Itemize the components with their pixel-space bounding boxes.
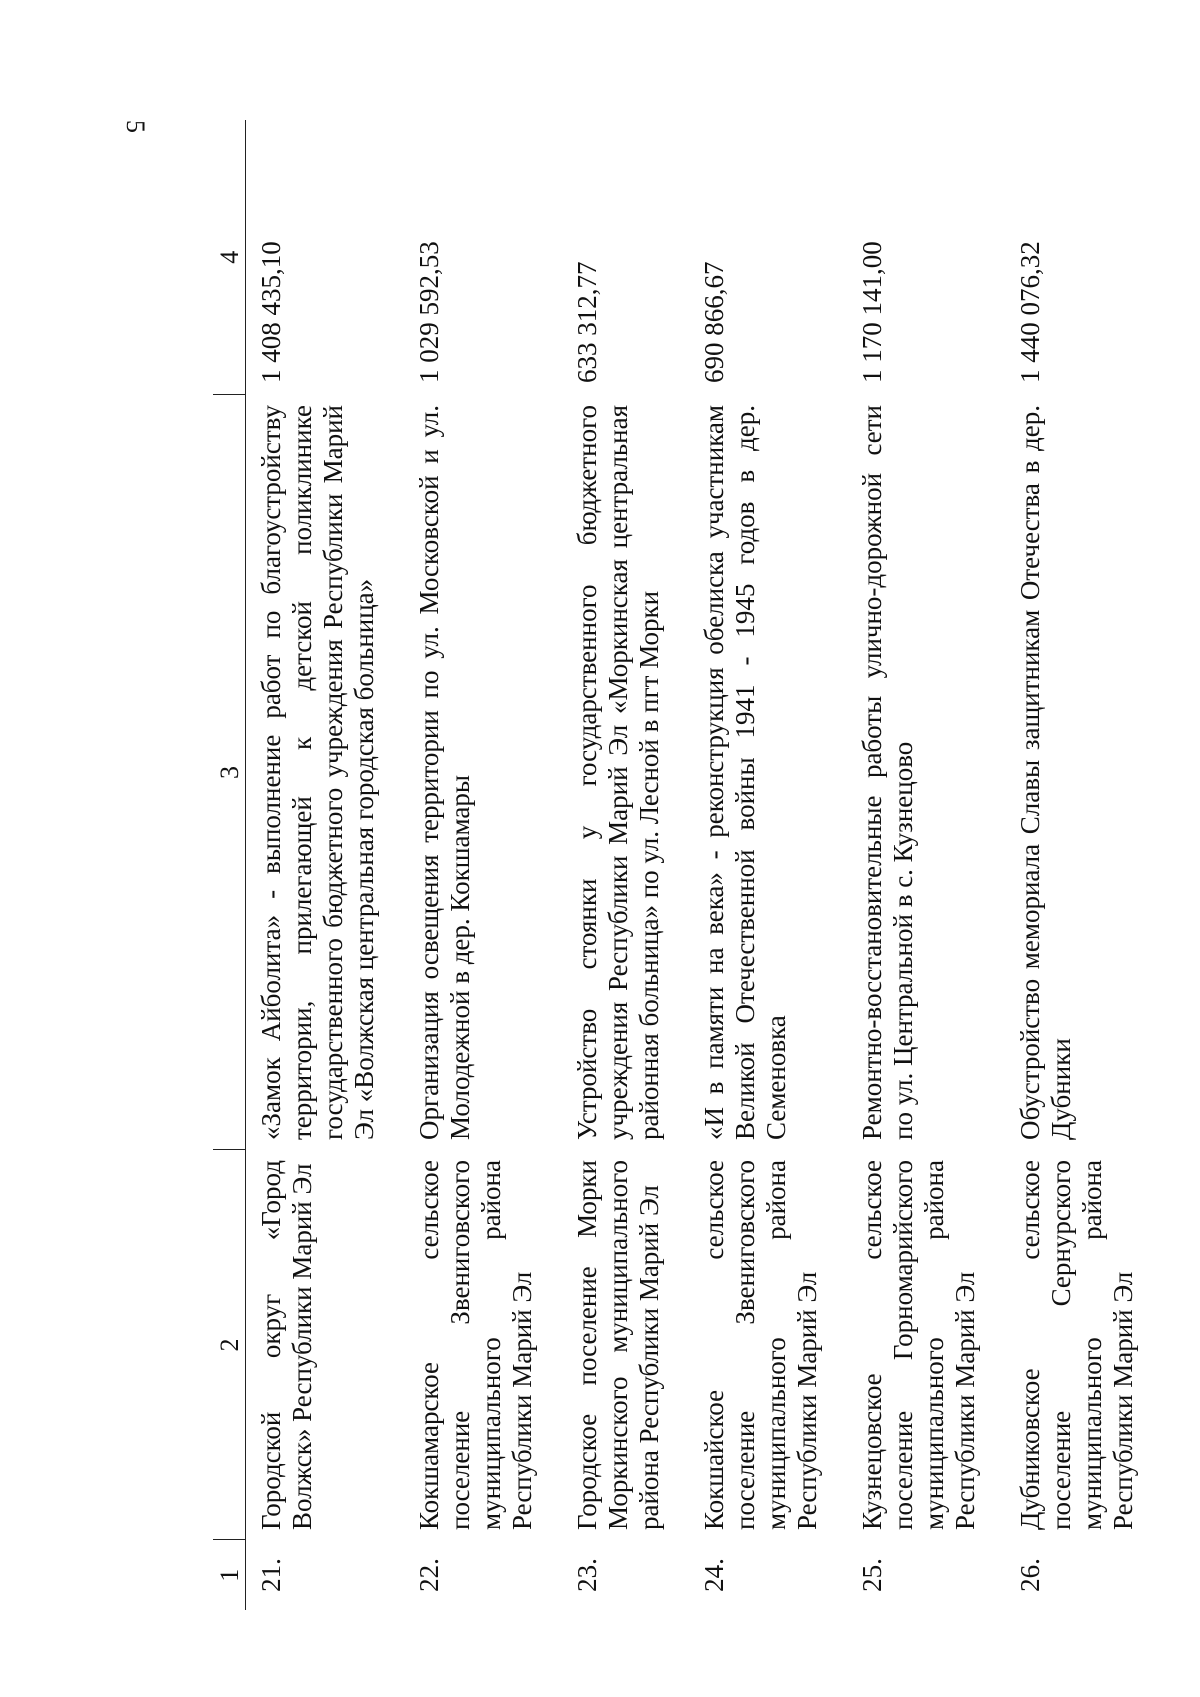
project-cell: «И в памяти на века» - реконструкция обелиска участникам Великой Отечественной войны 1941 - 1945 годов в дер. Семеновка: [699, 405, 791, 1140]
amount-cell: 1 440 076,32: [1015, 241, 1045, 383]
table-row: [246, 120, 405, 1610]
row-number: 25.: [857, 1558, 887, 1592]
header-col-3: 3: [213, 395, 246, 1150]
row-number: 26.: [1015, 1558, 1045, 1592]
amount-cell: 633 312,77: [572, 261, 602, 383]
row-number: 23.: [572, 1558, 602, 1592]
project-cell: Ремонтно-восстановительные работы улично-дорожной сети по ул. Центральной в с. Кузнецово: [857, 405, 918, 1140]
table-row: [562, 120, 689, 1610]
municipality-cell: Кокшайское сельское поселение Звениговского муниципального района Республики Марий Эл: [699, 1160, 822, 1530]
page-number: 5: [121, 120, 150, 133]
rotated-table-container: [213, 120, 1138, 1610]
amount-cell: 1 408 435,10: [256, 241, 286, 383]
municipality-cell: Кокшамарское сельское поселение Звениговского муниципального района Республики Марий Эл: [414, 1160, 537, 1530]
table-row: [847, 120, 1005, 1610]
amount-cell: 1 170 141,00: [857, 241, 887, 383]
header-col-1: 1: [213, 1540, 246, 1610]
table-row: [689, 120, 847, 1610]
header-col-4: 4: [213, 120, 246, 395]
table-row: [404, 120, 562, 1610]
municipality-cell: Городское поселение Морки Моркинского муниципального района Республики Марий Эл: [572, 1160, 664, 1530]
project-cell: Обустройство мемориала Славы защитникам Отечества в дер. Дубники: [1015, 405, 1076, 1140]
municipality-cell: Дубниковское сельское поселение Сернурского муниципального района Республики Марий Эл: [1015, 1160, 1138, 1530]
project-cell: «Замок Айболита» - выполнение работ по благоустройству территории, прилегающей к детской поликлинике государственного бюджетного учреждения Республики Марий Эл «Волжская центральная городская больница»: [256, 405, 379, 1140]
header-col-2: 2: [213, 1150, 246, 1540]
municipality-cell: Городской округ «Город Волжск» Республики Марий Эл: [256, 1160, 317, 1530]
municipality-cell: Кузнецовское сельское поселение Горномарийского муниципального района Республики Марий Эл: [857, 1160, 980, 1530]
project-cell: Организация освещения территории по ул. Московской и ул. Молодежной в дер. Кокшамары: [414, 405, 475, 1140]
project-cell: Устройство стоянки у государственного бюджетного учреждения Республики Марий Эл «Моркинская центральная районная больница» по ул. Лесной в пгт Морки: [572, 405, 664, 1140]
amount-cell: 690 866,67: [699, 261, 729, 383]
row-number: 21.: [256, 1558, 286, 1592]
row-number: 22.: [414, 1558, 444, 1592]
amount-cell: 1 029 592,53: [414, 241, 444, 383]
table-row: [1005, 120, 1163, 1610]
row-number: 24.: [699, 1558, 729, 1592]
header-row: [213, 120, 246, 1610]
projects-table: [213, 120, 1163, 1610]
